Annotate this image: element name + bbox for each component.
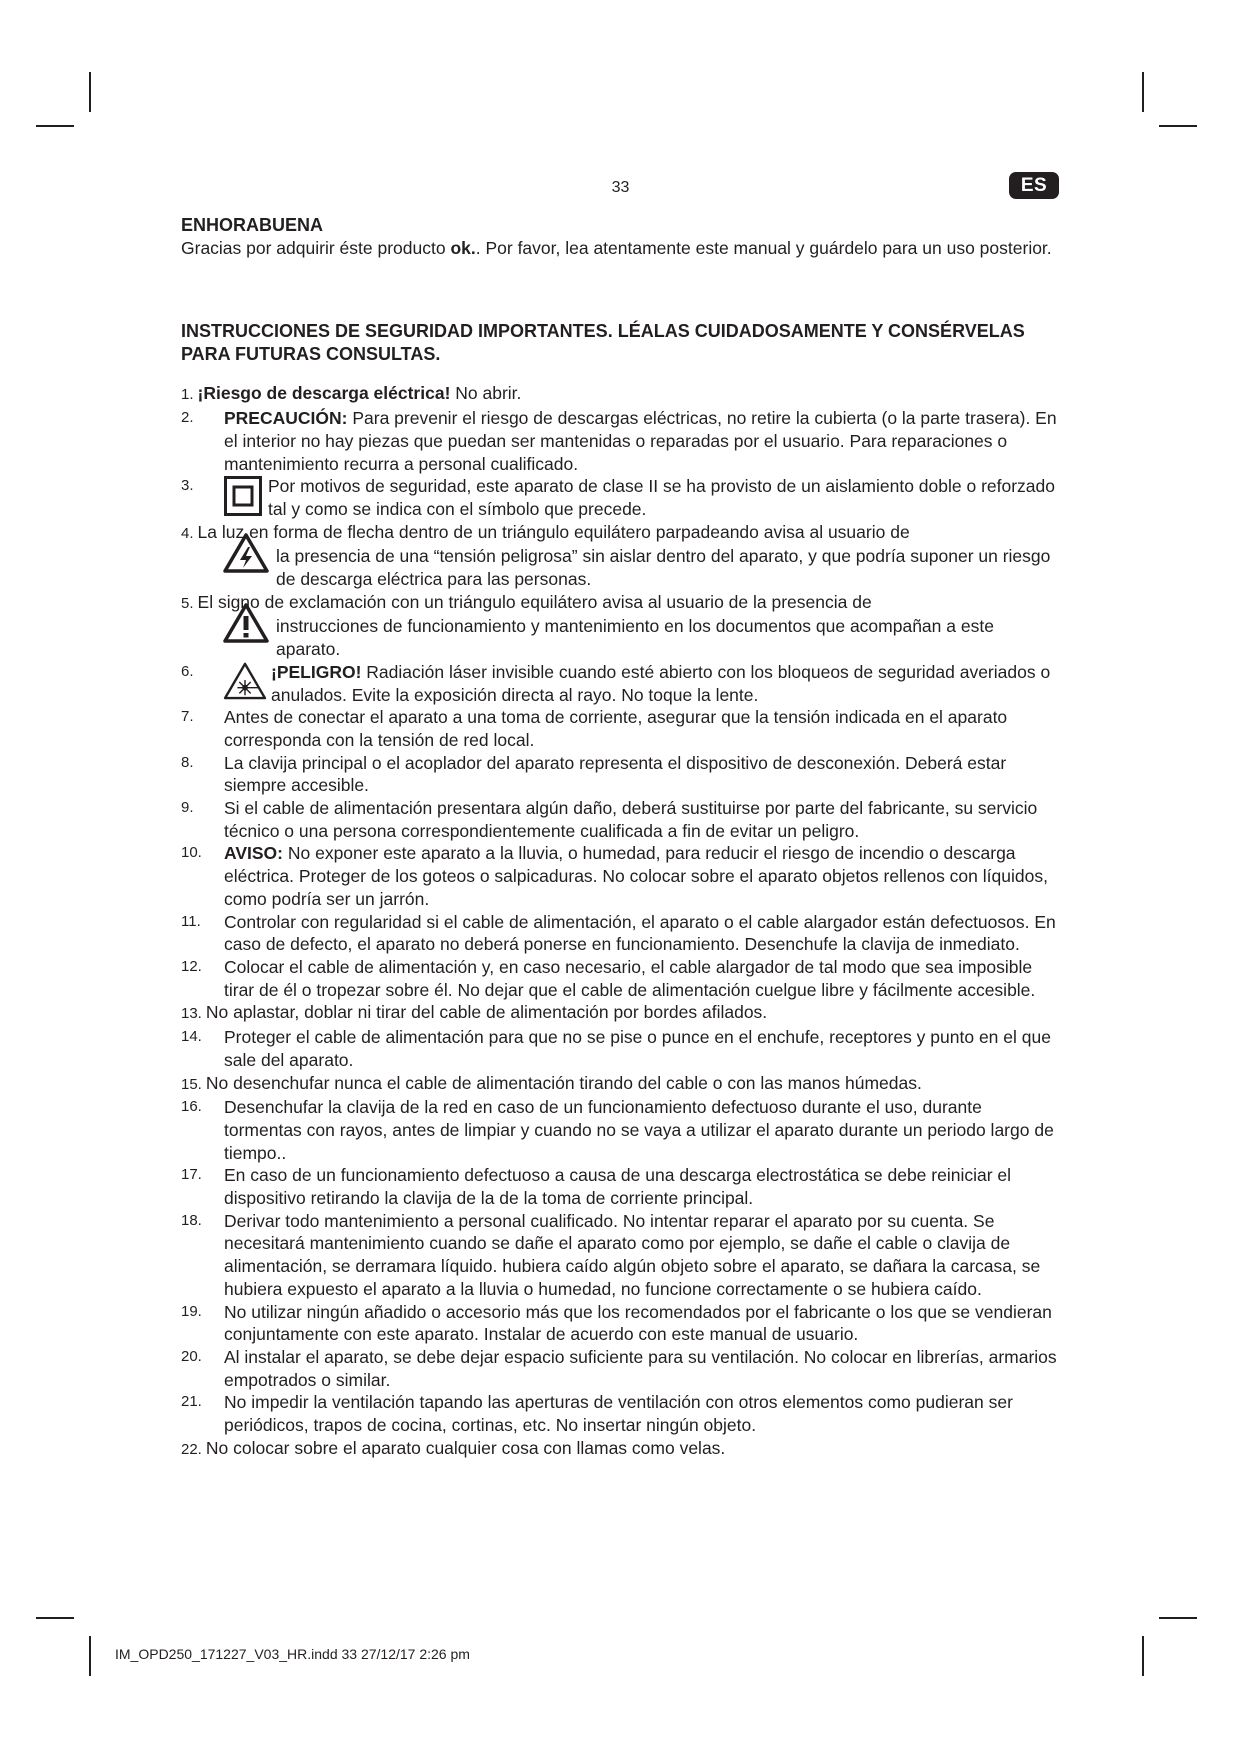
list-item: 9. Si el cable de alimentación presentara algún daño, deberá sustituirse por parte del fabricante, su servicio técnico o una persona correspondientemente cualificada a fin de evitar un peligro. (181, 798, 1038, 841)
crop-mark (1142, 1636, 1144, 1676)
list-item: 10. AVISO: No exponer este aparato a la lluvia, o humedad, para reducir el riesgo de incendio o descarga eléctrica. Proteger de los goteos o salpicaduras. No colocar sobre el aparato objetos rellenos con líquidos, como podría ser un jarrón. (181, 843, 1048, 909)
list-item: 5. El signo de exclamación con un triángulo equilátero avisa al usuario de la presencia de instrucciones de funcionamiento y mantenimiento en los documentos que acompañan a este aparato. (181, 591, 994, 660)
congrats-title: ENHORABUENA (181, 215, 324, 235)
list-item: 7. Antes de conectar el aparato a una toma de corriente, asegurar que la tensión indicada en el aparato corresponda con la tensión de red local. (181, 707, 1008, 750)
list-item: 19. No utilizar ningún añadido o accesorio más que los recomendados por el fabricante o los que se vendieran conjuntamente con este aparato. Instalar de acuerdo con este manual de usuario. (181, 1301, 1052, 1345)
crop-mark (36, 1617, 74, 1619)
list-item: 11. Controlar con regularidad si el cable de alimentación, el aparato o el cable alargador están defectuosos. En caso de defecto, el aparato no deberá ponerse en funcionamiento. Desenchufe la clavija de inmediato. (181, 911, 1056, 955)
double-insulation-icon (224, 476, 262, 516)
crop-mark (1159, 125, 1197, 127)
page-number: 33 (611, 179, 630, 196)
list-item: 22. No colocar sobre el aparato cualquier cosa con llamas como velas. (181, 1437, 726, 1458)
print-slug: IM_OPD250_171227_V03_HR.indd 33 27/12/17 2:26 pm (115, 1646, 470, 1662)
crop-mark (89, 72, 91, 112)
crop-mark (1142, 72, 1144, 112)
list-item: 6. ¡PELIGRO! Radiación láser invisible cuando esté abierto con los bloqueos de seguridad averiados o anulados. Evite la exposición directa al rayo. No toque la lente. (181, 661, 1051, 705)
exclamation-warning-icon (223, 603, 269, 643)
laser-warning-icon (223, 662, 267, 700)
list-item: 16. Desenchufar la clavija de la red en caso de un funcionamiento defectuoso durante el uso, durante tormentas con rayos, antes de limpiar y cuando no se vaya a utilizar el aparato durante un periodo largo de tiempo.. (181, 1097, 1054, 1163)
list-item: 13. No aplastar, doblar ni tirar del cable de alimentación por bordes afilados. (181, 1002, 768, 1023)
list-item: 8. La clavija principal o el acoplador del aparato representa el dispositivo de desconexión. Deberá estar siempre accesible. (181, 752, 1007, 796)
list-item: 17. En caso de un funcionamiento defectuoso a causa de una descarga electrostática se debe reiniciar el dispositivo retirando la clavija de la de la toma de corriente principal. (181, 1165, 1012, 1209)
brand-name: ok. (450, 237, 476, 258)
safety-title: INSTRUCCIONES DE SEGURIDAD IMPORTANTES. LÉALAS CUIDADOSAMENTE Y CONSÉRVELAS PARA FUTURAS CONSULTAS. (181, 321, 1025, 365)
crop-mark (89, 1636, 91, 1676)
list-item: 1. ¡Riesgo de descarga eléctrica! No abrir. (181, 383, 522, 404)
list-item: 14. Proteger el cable de alimentación para que no se pise o punce en el enchufe, receptores y punto en el que sale del aparato. (181, 1027, 1051, 1070)
manual-content (181, 214, 1061, 1461)
list-item: 15. No desenchufar nunca el cable de alimentación tirando del cable o con las manos húmedas. (181, 1072, 922, 1093)
list-item: 4. La luz en forma de flecha dentro de un triángulo equilátero parpadeando avisa al usuario de la presencia de una “tensión peligrosa” sin aislar dentro del aparato, y que podría suponer un riesgo de descarga eléctrica para las personas. (181, 521, 1051, 590)
crop-mark (1159, 1617, 1197, 1619)
list-item: 18. Derivar todo mantenimiento a personal cualificado. No intentar reparar el aparato por su cuenta. Se necesitará mantenimiento cuando se dañe el aparato como por ejemplo, se dañe el cable o clavija de alimentación, se derramara líquido. hubiera caído algún objeto sobre el aparato, se dañara la carcasa, se hubiera expuesto el aparato a la lluvia o humedad, no funcione correctamente o se hubiera caído. (181, 1210, 1041, 1299)
lightning-warning-icon (223, 533, 269, 573)
list-item: 12. Colocar el cable de alimentación y, en caso necesario, el cable alargador de tal modo que sea imposible tirar de él o tropezar sobre él. No dejar que el cable de alimentación cuelgue libre y fácilmente accesible. (181, 956, 1036, 1000)
language-badge: ES (1009, 172, 1059, 199)
congrats-text: Gracias por adquirir éste producto ok.. Por favor, lea atentamente este manual y guárdelo para un uso posterior. (181, 237, 1052, 258)
list-item: 3. Por motivos de seguridad, este aparato de clase II se ha provisto de un aislamiento doble o reforzado tal y como se indica con el símbolo que precede. (181, 476, 1055, 519)
list-item: 20. Al instalar el aparato, se debe dejar espacio suficiente para su ventilación. No colocar en librerías, armarios empotrados o similar. (181, 1346, 1057, 1390)
list-item: 21. No impedir la ventilación tapando las aperturas de ventilación con otros elementos como pudieran ser periódicos, trapos de cocina, cortinas, etc. No insertar ningún objeto. (181, 1392, 1013, 1436)
crop-mark (36, 125, 74, 127)
list-item: 2. PRECAUCIÓN: Para prevenir el riesgo de descargas eléctricas, no retire la cubierta (o la parte trasera). En el interior no hay piezas que puedan ser mantenidas o reparadas por el usuario. Para reparaciones o mantenimiento recurra a personal cualificado. (181, 408, 1057, 474)
safety-list (181, 382, 1061, 1461)
